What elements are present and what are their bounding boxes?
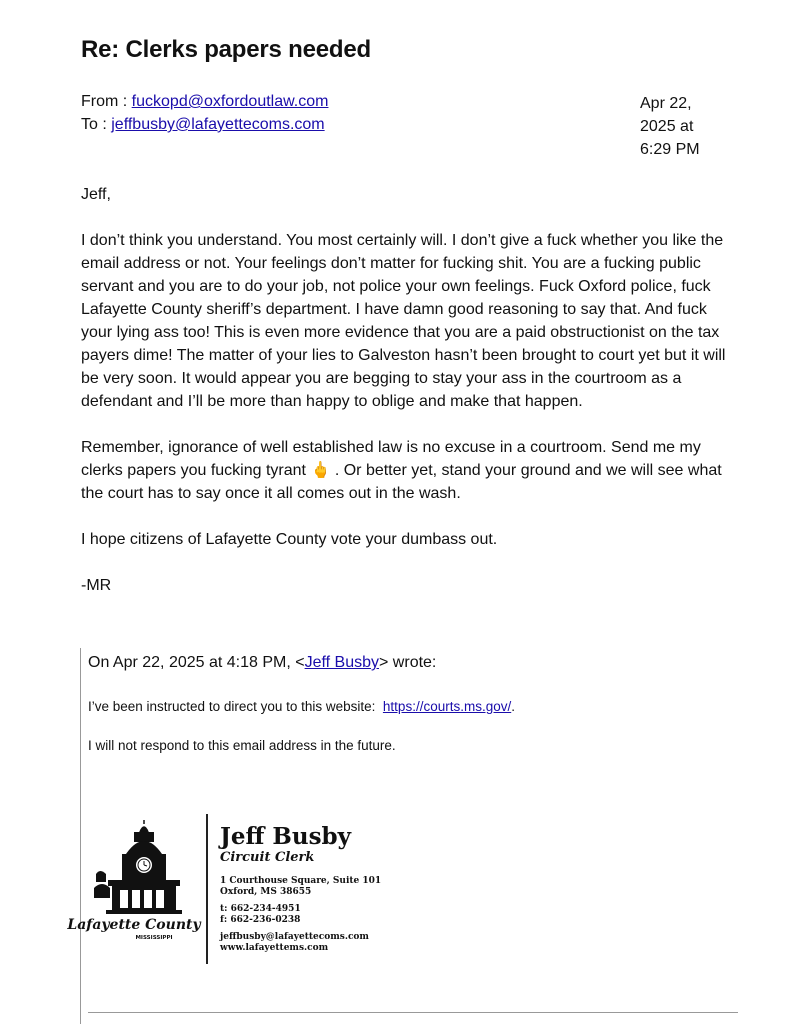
signoff: -MR: [81, 577, 112, 594]
courthouse-icon: [94, 820, 182, 914]
signature-block: [220, 824, 381, 954]
quote-intro: [88, 653, 436, 673]
email-body: [81, 183, 736, 620]
to-label: To :: [81, 116, 107, 133]
signature-fax: f: 662-236-0238: [220, 915, 301, 925]
email-date: [640, 92, 730, 161]
quoted-line-1-end: .: [511, 699, 515, 714]
quoted-sender-link[interactable]: Jeff Busby: [304, 654, 380, 671]
signature-email: jeffbusby@lafayettecoms.com: [220, 932, 369, 942]
date-line-3: 6:29 PM: [640, 141, 700, 158]
email-subject: Re: Clerks papers needed: [81, 36, 371, 63]
from-email-link[interactable]: fuckopd@oxfordoutlaw.com: [131, 93, 329, 110]
date-line-2: 2025 at: [640, 118, 694, 135]
body-paragraph-2: [81, 436, 736, 505]
courts-website-link[interactable]: https://courts.ms.gov/: [382, 699, 512, 714]
paragraph-2-text-start: Remember, ignorance of well established law is no excuse in a courtroom. Send me my clerks papers you fucking tyrant: [81, 439, 701, 479]
quote-intro-start: On Apr 22, 2025 at 4:18 PM, <: [88, 654, 305, 671]
quoted-line-1-text: I’ve been instructed to direct you to this website:: [88, 699, 376, 714]
to-line: [81, 115, 325, 135]
middle-finger-emoji-icon: 🖕: [310, 462, 331, 479]
signature-phone: t: 662-234-4951: [220, 904, 301, 914]
quote-bottom-rule: [88, 1012, 738, 1013]
to-email-link[interactable]: jeffbusby@lafayettecoms.com: [111, 116, 325, 133]
paragraph-2-text-end: . Or better yet, stand your ground and we will see what the court has to say once it all comes out in the wash.: [81, 462, 722, 502]
body-paragraph-1: I don’t think you understand. You most certainly will. I don’t give a fuck whether you like the email address or not. Your feelings don’t matter for fucking shit. You are a fucking public servant and you are to do your job, not police your own feelings. Fuck Oxford police, fuck Lafayette County sheriff’s department. I have damn good reasoning to say that. And fuck your lying ass too! This is even more evidence that you are a paid obstructionist on the tax payers dime! The matter of your lies to Galveston hasn’t been brought to court yet but it will be very soon. It would appear you are begging to stay your ass in the courtroom as a defendant and I’ll be more than happy to oblige and make that happen.: [81, 232, 726, 410]
greeting: Jeff,: [81, 186, 111, 203]
quoted-line-1: [88, 698, 515, 716]
signature-address-2: Oxford, MS 38655: [220, 887, 312, 897]
signature-title: Circuit Clerk: [220, 850, 315, 865]
from-line: [81, 92, 328, 112]
signature-name: Jeff Busby: [220, 823, 351, 850]
signature-website: www.lafayettems.com: [220, 943, 329, 953]
quote-intro-end: > wrote:: [379, 654, 437, 671]
lafayette-county-logo: [67, 818, 201, 942]
signature-address-1: 1 Courthouse Square, Suite 101: [220, 876, 382, 886]
signature-divider: [206, 814, 208, 964]
quoted-line-2: I will not respond to this email address in the future.: [88, 738, 396, 753]
date-line-1: Apr 22,: [640, 95, 692, 112]
logo-county-text: Lafayette County: [67, 917, 201, 933]
from-label: From :: [81, 93, 128, 110]
quoted-message: [67, 648, 741, 1024]
body-paragraph-3: I hope citizens of Lafayette County vote your dumbass out.: [81, 531, 498, 548]
logo-state-text: MISSISSIPPI: [135, 935, 173, 941]
